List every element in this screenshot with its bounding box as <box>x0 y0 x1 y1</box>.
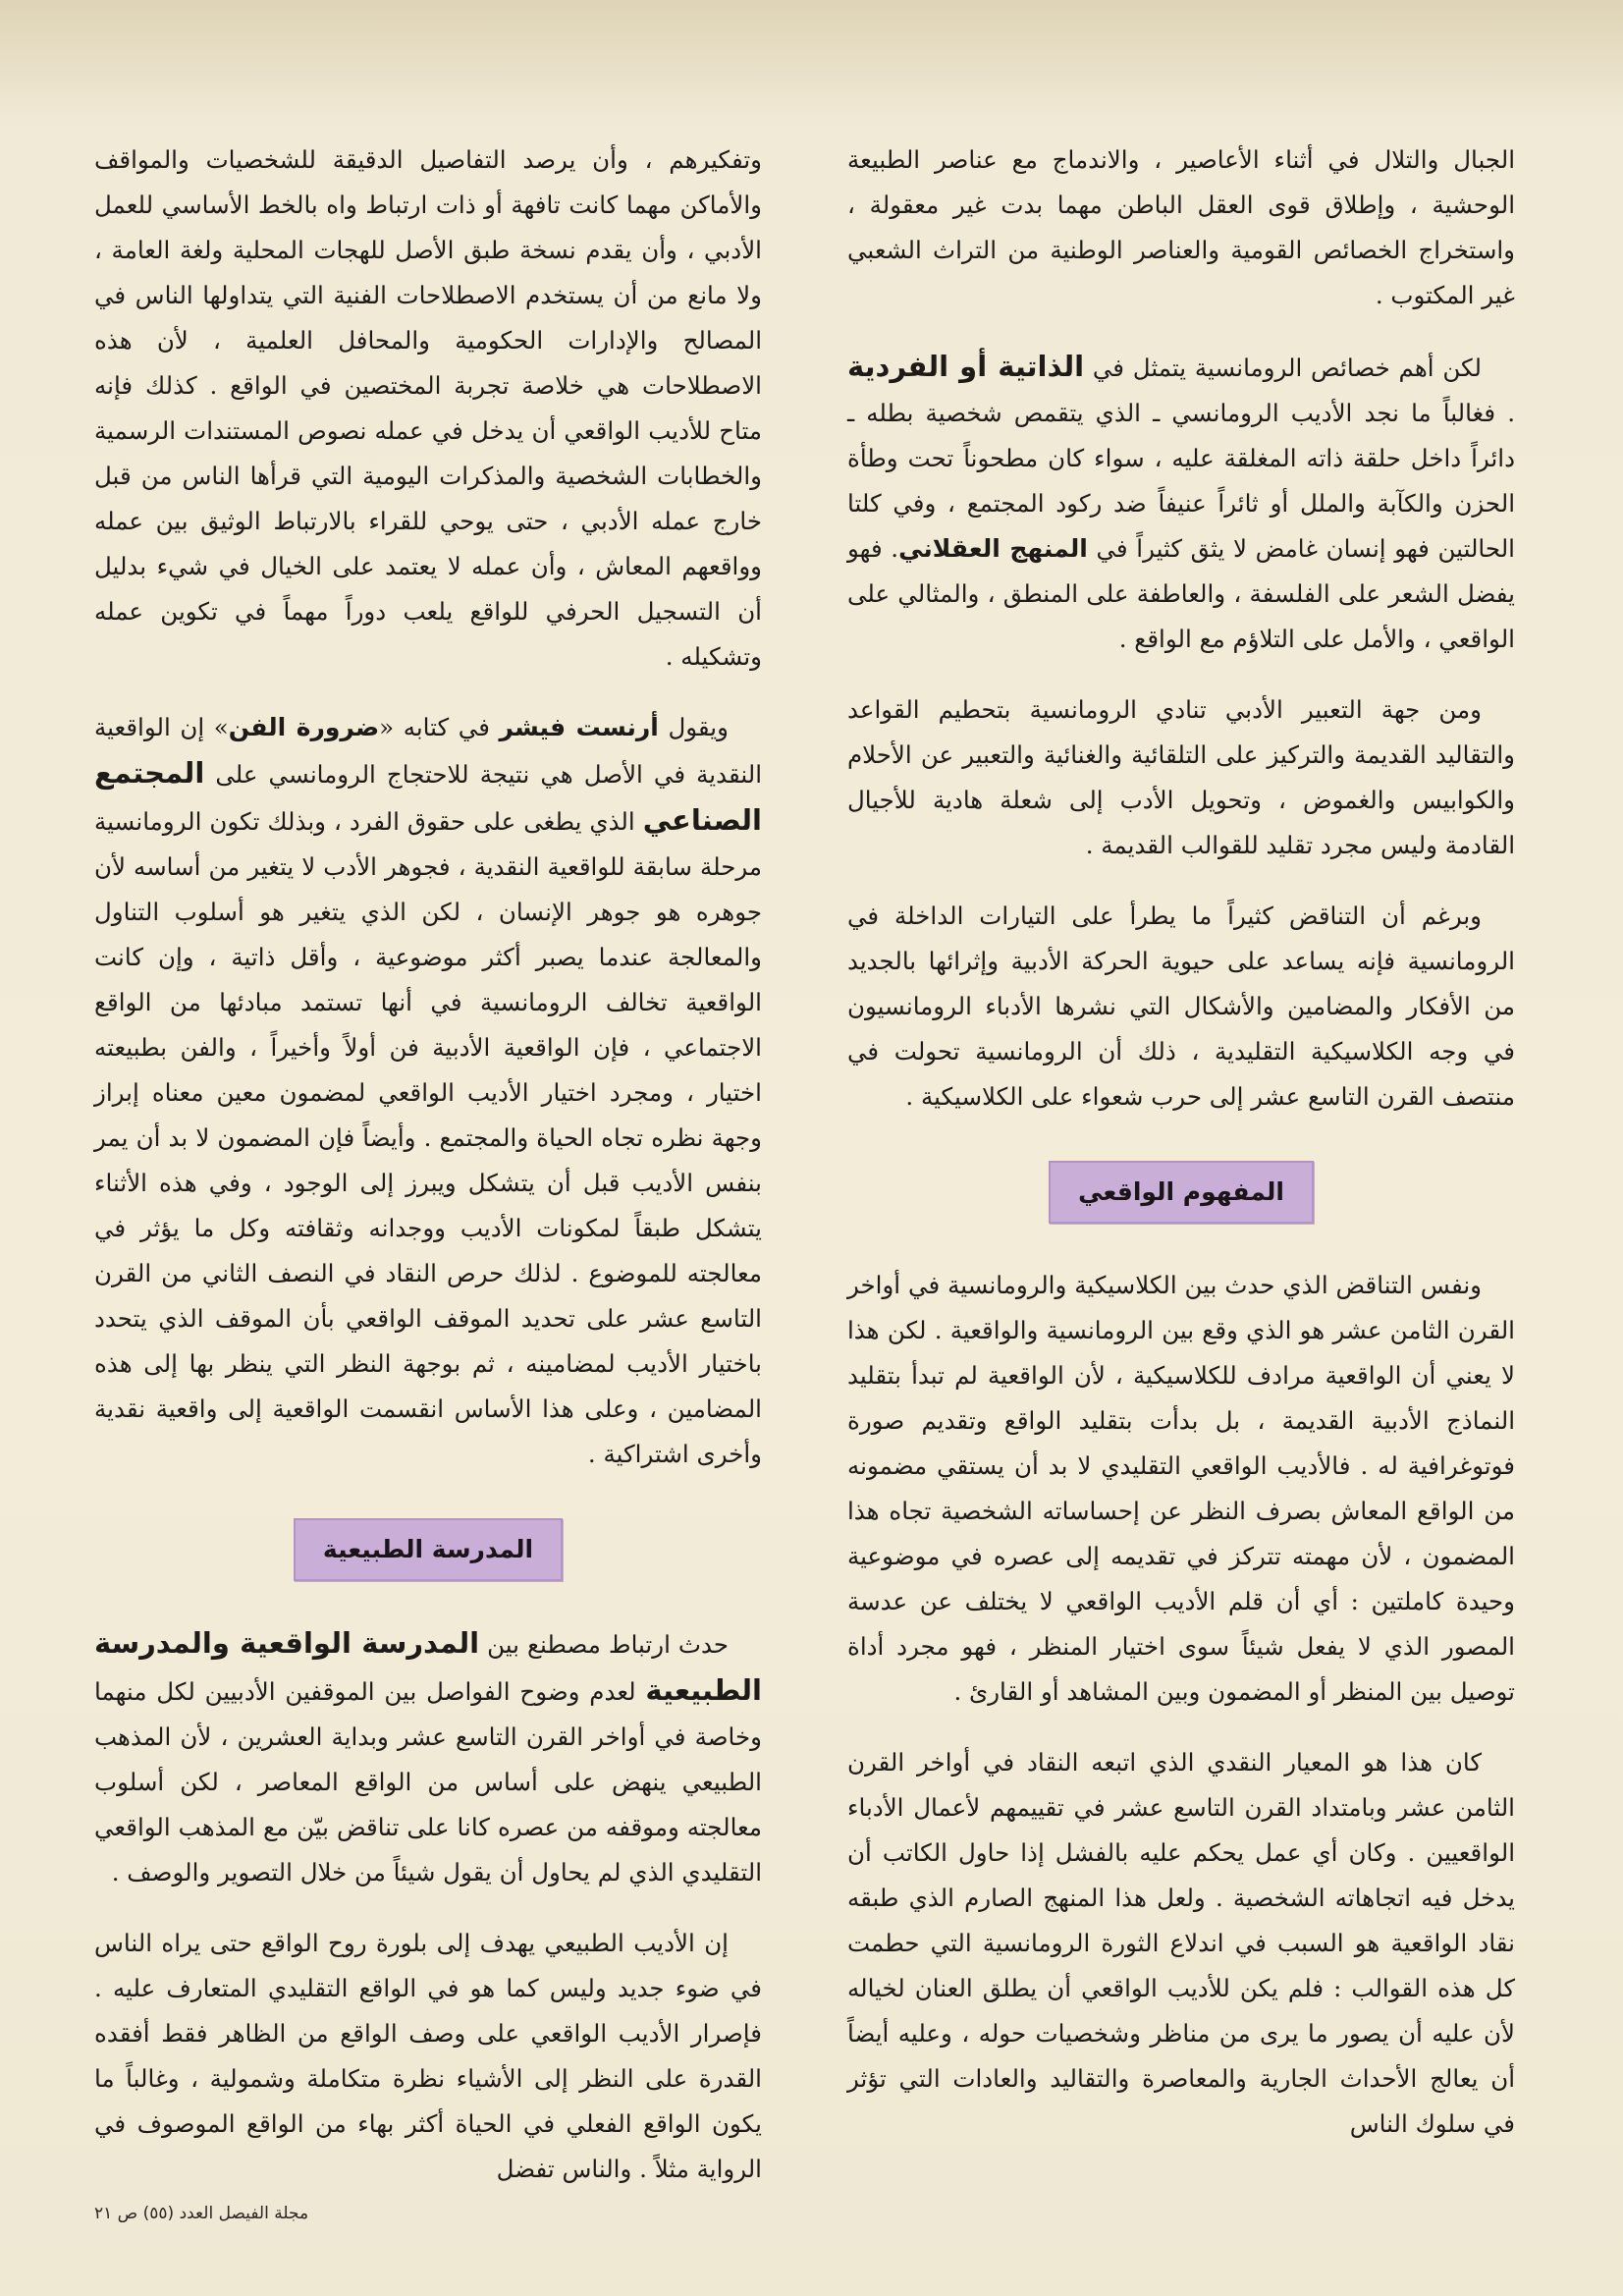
emphasis-text: أرنست فيشر <box>499 713 659 741</box>
paragraph-text: لعدم وضوح الفواصل بين الموقفين الأدبيين لكل منهما وخاصة في أواخر القرن التاسع عشر وبداية العشرين ، لأن المذهب الطبيعي ينهض على أساس من الواقع المعاصر ، لكن أسلوب معالجته وموقفه من عصره كانا على تناقض بيّن مع المذهب الواقعي التقليدي الذي لم يحاول أن يقول شيئاً من خلال التصوير والوصف . <box>94 1677 762 1886</box>
page-footer: مجلة الفيصل العدد (٥٥) ص ٢١ <box>94 2204 309 2223</box>
paragraph: كان هذا هو المعيار النقدي الذي اتبعه النقاد في أواخر القرن الثامن عشر وبامتداد القرن التاسع عشر في تقييمهم لأعمال الأدباء الواقعيين . وكان أي عمل يحكم عليه بالفشل إذا حاول الكاتب أن يدخل فيه اتجاهاته الشخصية . ولعل هذا المنهج الصارم الذي طبقه نقاد الواقعية هو السبب في اندلاع الثورة الرومانسية التي حطمت كل هذه القوالب : فلم يكن للأديب الواقعي أن يطلق العنان لخياله لأن عليه أن يصور ما يرى من مناظر وشخصيات حوله ، وعليه أيضاً أن يعالج الأحداث الجارية والمعاصرة والتقاليد والعادات التي تؤثر في سلوك الناس <box>847 1748 1515 2138</box>
paragraph-text: الذي يطغى على حقوق الفرد ، وبذلك تكون الرومانسية مرحلة سابقة للواقعية النقدية ، فجوهر الأدب لا يتغير من أساسه لأن جوهره هو جوهر الإنسان ، لكن الذي يتغير هو أسلوب التناول والمعالجة عندما يصبر أكثر موضوعية ، وأقل ذاتية ، وإن كانت الواقعية تخالف الرومانسية في أنها تستمد مبادئها من الواقع الاجتماعي ، فإن الواقعية الأدبية فن أولاً وأخيراً ، والفن بطبيعته اختيار ، ومجرد اختيار الأديب الواقعي لمضمون معين معناه إبراز وجهة نظره تجاه الحياة والمجتمع . وأيضاً فإن المضمون لا بد أن يمر بنفس الأديب قبل أن يتشكل ويبرز إلى الوجود ، وفي هذه الأثناء يتشكل طبقاً لمكونات الأديب ووجدانه وثقافته وكل ما يؤثر في معالجته للموضوع . لذلك حرص النقاد في النصف الثاني من القرن التاسع عشر على تحديد الموقف الواقعي بأن الموقف الذي يتحدد باختيار الأديب لمضامينه ، ثم بوجهة النظر التي ينظر بها إلى هذه المضامين ، وعلى هذا الأساس انقسمت الواقعية إلى واقعية نقدية وأخرى اشتراكية . <box>94 807 762 1468</box>
paragraph <box>847 344 1515 662</box>
section-heading: المفهوم الواقعي <box>1049 1161 1314 1224</box>
emphasis-text: المدرسة الواقعية والمدرسة الطبيعية <box>94 1626 762 1707</box>
paragraph <box>94 1620 762 1895</box>
emphasis-text: الذاتية أو الفردية <box>847 350 1085 383</box>
paragraph: وبرغم أن التناقض كثيراً ما يطرأ على التيارات الداخلة في الرومانسية فإنه يساعد على حيوية الحركة الأدبية وإثرائها بالجديد من الأفكار والمضامين والأشكال التي نشرها الأدباء الرومانسيون في وجه الكلاسيكية التقليدية ، ذلك أن الرومانسية تحولت في منتصف القرن التاسع عشر إلى حرب شعواء على الكلاسيكية . <box>847 902 1515 1111</box>
paragraph: الجبال والتلال في أثناء الأعاصير ، والاندماج مع عناصر الطبيعة الوحشية ، وإطلاق قوى العقل الباطن مهما بدت غير معقولة ، واستخراج الخصائص القومية والعناصر الوطنية من التراث الشعبي غير المكتوب . <box>847 145 1515 309</box>
paragraph: إن الأديب الطبيعي يهدف إلى بلورة روح الواقع حتى يراه الناس في ضوء جديد وليس كما هو في الواقع التقليدي المتعارف عليه . فإصرار الأديب الواقعي على وصف الواقع من الظاهر فقط أفقده القدرة على النظر إلى الأشياء نظرة متكاملة وشمولية ، وغالباً ما يكون الواقع الفعلي في الحياة أكثر بهاء من الواقع الموصوف في الرواية مثلاً . والناس تفضل <box>94 1929 762 2183</box>
section-heading: المدرسة الطبيعية <box>294 1518 563 1581</box>
emphasis-text: المجتمع الصناعي <box>94 756 762 837</box>
paragraph-text: حدث ارتباط مصطنع بين <box>487 1630 729 1659</box>
paragraph-text: . فغالباً ما نجد الأديب الرومانسي ـ الذي يتقمص شخصية بطله ـ دائراً داخل حلقة ذاته المغلقة عليه ، سواء كان مطحوناً تحت وطأة الحزن والكآبة والملل أو ثائراً عنيفاً ضد ركود المجتمع ، وفي كلتا الحالتين فهو إنسان غامض لا يثق كثيراً في <box>847 399 1515 563</box>
paragraph-text: . فهو يفضل الشعر على الفلسفة ، والعاطفة على المنطق ، والمثالي على الواقعي ، والأمل على التلاؤم مع الواقع . <box>847 534 1515 653</box>
section-heading-wrapper <box>847 1161 1515 1224</box>
paragraph-text: ويقول <box>668 713 729 741</box>
section-heading-wrapper <box>94 1518 762 1581</box>
emphasis-text: المنهج العقلاني <box>898 534 1088 563</box>
paragraph <box>94 705 762 1477</box>
paragraph: ونفس التناقض الذي حدث بين الكلاسيكية والرومانسية في أواخر القرن الثامن عشر هو الذي وقع بين الرومانسية والواقعية . لكن هذا لا يعني أن الواقعية مرادف للكلاسيكية ، لأن الواقعية لم تبدأ بتقليد النماذج الأدبية القديمة ، بل بدأت بتقليد الواقع وتقديم صورة فوتوغرافية له . فالأديب الواقعي التقليدي لا بد أن يستقي مضمونه من الواقع المعاش بصرف النظر عن إحساساته الشخصية تجاه هذا المضمون ، لأن مهمته تتركز في تقديمه إلى عصره في موضوعية وحيدة كاملتين : أي أن قلم الأديب الواقعي لا يختلف عن عدسة المصور الذي لا يفعل شيئاً سوى اختيار المنظر ، فهو مجرد أداة توصيل بين المنظر أو المضمون وبين المشاهد أو القارئ . <box>847 1271 1515 1706</box>
paragraph-text: لكن أهم خصائص الرومانسية يتمثل في <box>1092 354 1482 382</box>
paragraph: وتفكيرهم ، وأن يرصد التفاصيل الدقيقة للشخصيات والمواقف والأماكن مهما كانت تافهة أو ذات ارتباط واه بالخط الأساسي للعمل الأدبي ، وأن يقدم نسخة طبق الأصل للهجات المحلية ولغة العامة ، ولا مانع من أن يستخدم الاصطلاحات الفنية التي يتداولها الناس في المصالح والإدارات الحكومية والمحافل العلمية ، لأن هذه الاصطلاحات هي خلاصة تجربة المختصين في الواقع . كذلك فإنه متاح للأديب الواقعي أن يدخل في عمله نصوص المستندات الرسمية والخطابات الشخصية والمذكرات اليومية التي قرأها الناس من قبل خارج عمله الأدبي ، حتى يوحي للقراء بالارتباط الوثيق بين عمله وواقعهم المعاش ، وأن عمله لا يعتمد على الخيال في شيء بدليل أن التسجيل الحرفي للواقع يلعب دوراً مهماً في تكوين عمله وتشكيله . <box>94 145 762 671</box>
emphasis-text: ضرورة الفن <box>228 713 380 741</box>
right-column <box>847 137 1515 2172</box>
paragraph: ومن جهة التعبير الأدبي تنادي الرومانسية بتحطيم القواعد والتقاليد القديمة والتركيز على التلقائية والغنائية والتعبير عن الأحلام والكوابيس والغموض ، وتحويل الأدب إلى شعلة هادية للأجيال القادمة وليس مجرد تقليد للقوالب القديمة . <box>847 695 1515 859</box>
left-column <box>94 137 762 2217</box>
paragraph-text: في كتابه « <box>379 713 490 741</box>
paragraph-text: » إن الواقعية النقدية في الأصل هي نتيجة للاحتجاج الرومانسي على <box>94 713 762 789</box>
